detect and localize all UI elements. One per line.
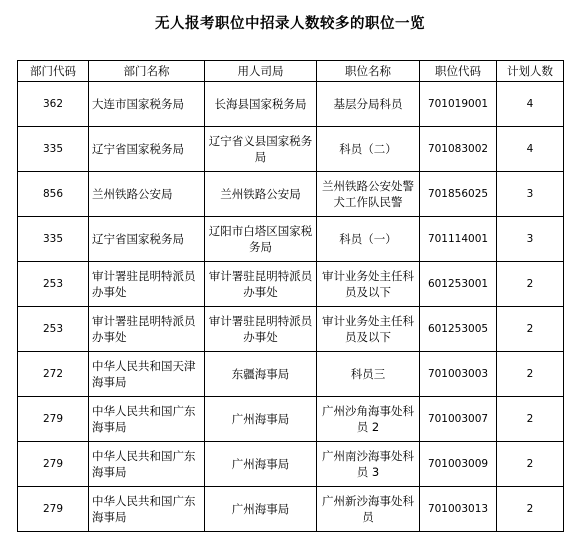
table-row	[18, 127, 564, 172]
cell-dept-code: 279	[18, 397, 89, 442]
cell-dept-code: 272	[18, 352, 89, 397]
cell-dept-name: 辽宁省国家税务局	[89, 127, 205, 172]
cell-employer: 辽宁省义县国家税务局	[205, 127, 317, 172]
header-dept-name: 部门名称	[89, 61, 205, 82]
cell-position-code: 701003013	[420, 487, 497, 532]
header-dept-code: 部门代码	[18, 61, 89, 82]
cell-planned-count: 4	[497, 127, 564, 172]
cell-planned-count: 2	[497, 307, 564, 352]
cell-dept-code: 279	[18, 442, 89, 487]
cell-dept-code: 335	[18, 217, 89, 262]
table-row	[18, 172, 564, 217]
cell-planned-count: 3	[497, 172, 564, 217]
cell-dept-name: 辽宁省国家税务局	[89, 217, 205, 262]
cell-employer: 审计署驻昆明特派员办事处	[205, 307, 317, 352]
cell-dept-name: 中华人民共和国天津海事局	[89, 352, 205, 397]
cell-dept-name: 中华人民共和国广东海事局	[89, 442, 205, 487]
cell-position-code: 601253001	[420, 262, 497, 307]
cell-planned-count: 2	[497, 487, 564, 532]
cell-position-name: 广州新沙海事处科员	[317, 487, 420, 532]
cell-employer: 广州海事局	[205, 397, 317, 442]
cell-planned-count: 3	[497, 217, 564, 262]
cell-dept-code: 253	[18, 307, 89, 352]
cell-position-name: 科员（一）	[317, 217, 420, 262]
cell-position-code: 701003009	[420, 442, 497, 487]
cell-dept-code: 362	[18, 82, 89, 127]
cell-position-code: 701003003	[420, 352, 497, 397]
table-header-row	[18, 61, 564, 82]
positions-table	[17, 60, 564, 532]
cell-position-name: 科员三	[317, 352, 420, 397]
cell-position-code: 701856025	[420, 172, 497, 217]
cell-planned-count: 2	[497, 442, 564, 487]
cell-dept-code: 253	[18, 262, 89, 307]
cell-dept-code: 335	[18, 127, 89, 172]
cell-employer: 东疆海事局	[205, 352, 317, 397]
header-position-code: 职位代码	[420, 61, 497, 82]
header-employer: 用人司局	[205, 61, 317, 82]
table-row	[18, 487, 564, 532]
cell-dept-name: 中华人民共和国广东海事局	[89, 487, 205, 532]
cell-position-name: 广州沙角海事处科员 2	[317, 397, 420, 442]
cell-employer: 兰州铁路公安局	[205, 172, 317, 217]
cell-position-code: 701114001	[420, 217, 497, 262]
page-title: 无人报考职位中招录人数较多的职位一览	[155, 16, 425, 32]
cell-planned-count: 4	[497, 82, 564, 127]
table-row	[18, 82, 564, 127]
cell-dept-name: 审计署驻昆明特派员办事处	[89, 262, 205, 307]
cell-employer: 审计署驻昆明特派员办事处	[205, 262, 317, 307]
cell-employer: 辽阳市白塔区国家税务局	[205, 217, 317, 262]
cell-position-code: 601253005	[420, 307, 497, 352]
cell-planned-count: 2	[497, 397, 564, 442]
table-row	[18, 217, 564, 262]
cell-dept-name: 审计署驻昆明特派员办事处	[89, 307, 205, 352]
cell-dept-name: 中华人民共和国广东海事局	[89, 397, 205, 442]
header-planned-count: 计划人数	[497, 61, 564, 82]
cell-planned-count: 2	[497, 352, 564, 397]
cell-dept-name: 大连市国家税务局	[89, 82, 205, 127]
cell-position-code: 701019001	[420, 82, 497, 127]
cell-dept-code: 279	[18, 487, 89, 532]
table-row	[18, 307, 564, 352]
cell-position-name: 科员（二）	[317, 127, 420, 172]
cell-dept-name: 兰州铁路公安局	[89, 172, 205, 217]
table-row	[18, 352, 564, 397]
cell-position-name: 兰州铁路公安处警犬工作队民警	[317, 172, 420, 217]
cell-employer: 广州海事局	[205, 487, 317, 532]
cell-employer: 广州海事局	[205, 442, 317, 487]
cell-dept-code: 856	[18, 172, 89, 217]
table-row	[18, 262, 564, 307]
cell-position-code: 701083002	[420, 127, 497, 172]
cell-position-code: 701003007	[420, 397, 497, 442]
header-position-name: 职位名称	[317, 61, 420, 82]
cell-position-name: 广州南沙海事处科员 3	[317, 442, 420, 487]
cell-position-name: 基层分局科员	[317, 82, 420, 127]
table-row	[18, 442, 564, 487]
cell-position-name: 审计业务处主任科员及以下	[317, 262, 420, 307]
table-row	[18, 397, 564, 442]
cell-planned-count: 2	[497, 262, 564, 307]
cell-employer: 长海县国家税务局	[205, 82, 317, 127]
cell-position-name: 审计业务处主任科员及以下	[317, 307, 420, 352]
